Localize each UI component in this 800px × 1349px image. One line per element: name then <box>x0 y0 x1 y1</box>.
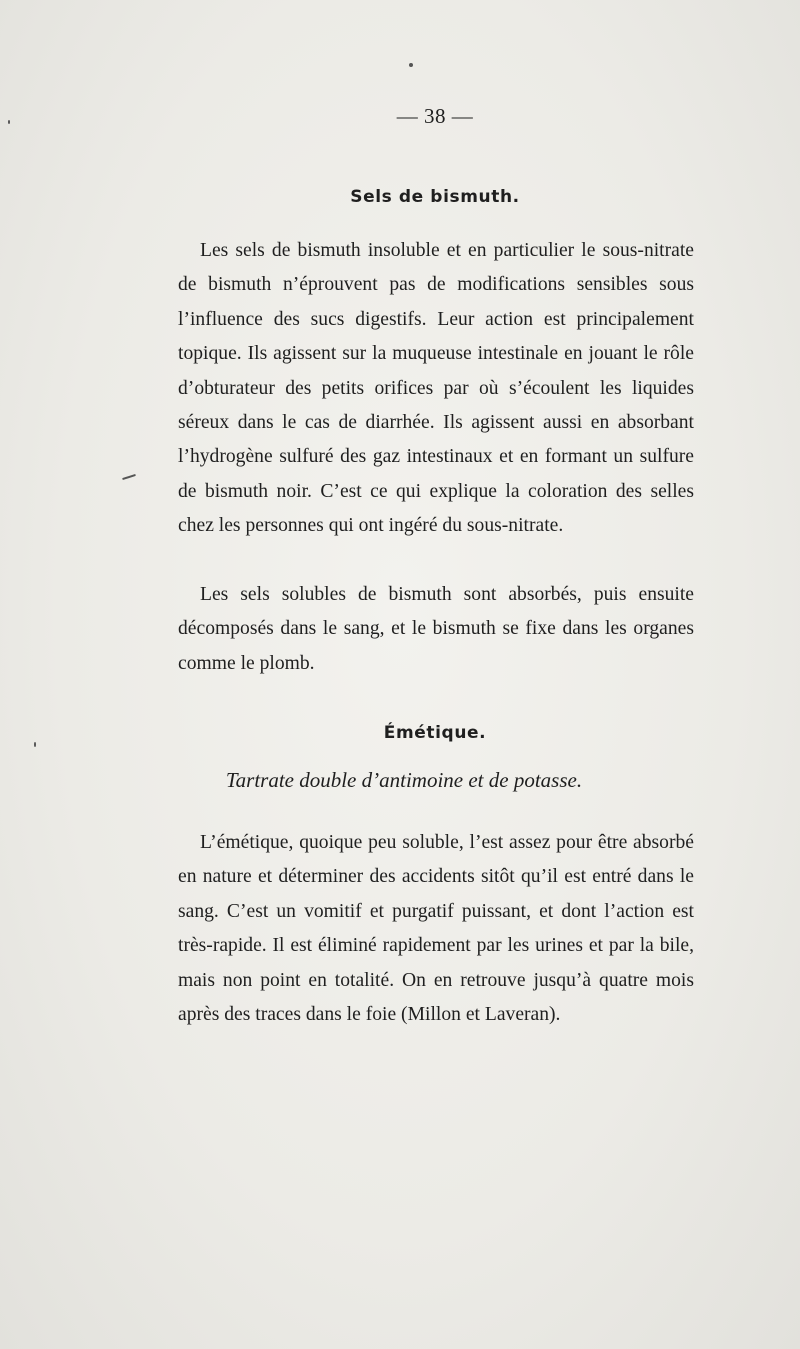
paragraph-emetique <box>178 826 694 1032</box>
section-heading-bismuth: Sels de bismuth. <box>350 187 520 207</box>
paragraph-text: L’émétique, quoique peu soluble, l’est assez pour être absorbé en nature et déterminer des accidents sitôt qu’il est entré dans le sang. C’est un vomitif et purgatif puissant, et dont l’action est très-rapide. Il est éliminé rapidement par les urines et par la bile, mais non point en totalité. On en retrouve jusqu’à quatre mois après des traces dans le foie (Millon et Laveran). <box>178 832 694 1026</box>
paragraph-bismuth-insoluble <box>178 234 694 544</box>
paper-speck <box>409 63 413 67</box>
paragraph-text: Les sels solubles de bismuth sont absorbés, puis ensuite décomposés dans le sang, et le bismuth se fixe dans les organes comme le plomb. <box>178 584 694 674</box>
paper-speck <box>34 742 36 747</box>
section-heading-emetique: Émétique. <box>383 723 487 743</box>
paper-speck <box>8 120 10 124</box>
paragraph-text: Les sels de bismuth insoluble et en particulier le sous-nitrate de bismuth n’éprouvent pas de modifications sensibles sous l’influence des sucs digestifs. Leur action est principalement topique. Ils agissent sur la muqueuse intestinale en jouant le rôle d’obturateur des petits orifices par où s’écoulent les liquides séreux dans le cas de diarrhée. Ils agissent aussi en absorbant l’hydrogène sulfuré des gaz intestinaux et en formant un sulfure de bismuth noir. C’est ce qui explique la coloration des selles chez les personnes qui ont ingéré du sous-nitrate. <box>178 240 694 537</box>
section-subheading-tartrate: Tartrate double d’antimoine et de potasse. <box>225 768 583 792</box>
page-number: — 38 — <box>396 104 474 128</box>
paragraph-bismuth-soluble <box>178 578 694 681</box>
paper-speck <box>122 474 136 480</box>
